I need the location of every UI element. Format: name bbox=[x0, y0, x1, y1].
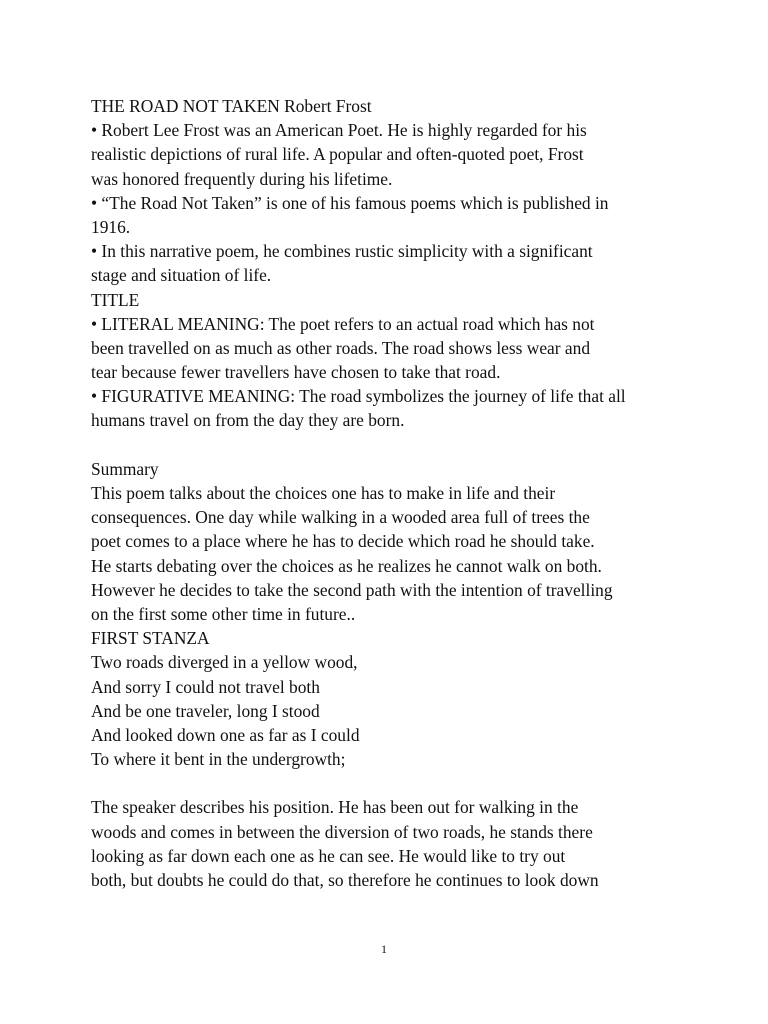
text-line: This poem talks about the choices one has to make in life and their bbox=[91, 483, 556, 503]
text-line: • “The Road Not Taken” is one of his famous poems which is published in bbox=[91, 192, 609, 213]
text-line: And sorry I could not travel both bbox=[91, 676, 320, 697]
text-line: Two roads diverged in a yellow wood, bbox=[91, 652, 358, 673]
text-line: • FIGURATIVE MEANING: The road symbolizes the journey of life that all bbox=[91, 386, 626, 407]
text-line: been travelled on as much as other roads. The road shows less wear and bbox=[91, 337, 591, 358]
text-line: And be one traveler, long I stood bbox=[91, 700, 320, 721]
document-body bbox=[91, 94, 711, 892]
text-line: THE ROAD NOT TAKEN Robert Frost bbox=[91, 96, 372, 116]
blank-line bbox=[91, 771, 711, 795]
text-line: poet comes to a place where he has to decide which road he should take. bbox=[91, 531, 595, 552]
text-line: 1916. bbox=[91, 216, 131, 237]
text-line: The speaker describes his position. He has been out for walking in the bbox=[91, 797, 579, 818]
text-line: To where it bent in the undergrowth; bbox=[91, 749, 346, 770]
text-line: woods and comes in between the diversion of two roads, he stands there bbox=[91, 821, 593, 842]
text-line: stage and situation of life. bbox=[91, 265, 272, 286]
text-line: both, but doubts he could do that, so therefore he continues to look down bbox=[91, 870, 599, 890]
text-line: • Robert Lee Frost was an American Poet. He is highly regarded for his bbox=[91, 120, 587, 141]
text-line: consequences. One day while walking in a wooded area full of trees the bbox=[91, 507, 590, 528]
text-line: humans travel on from the day they are born. bbox=[91, 410, 405, 431]
text-line: • LITERAL MEANING: The poet refers to an actual road which has not bbox=[91, 313, 595, 334]
text-line: tear because fewer travellers have chosen to take that road. bbox=[91, 362, 501, 383]
page-number: 1 bbox=[381, 942, 387, 956]
text-line: And looked down one as far as I could bbox=[91, 724, 360, 745]
text-line: realistic depictions of rural life. A popular and often-quoted poet, Frost bbox=[91, 144, 584, 165]
text-line: Summary bbox=[91, 458, 159, 479]
blank-line bbox=[91, 433, 711, 457]
text-line: However he decides to take the second path with the intention of travelling bbox=[91, 579, 613, 600]
text-line: on the first some other time in future.. bbox=[91, 603, 356, 624]
text-line: looking as far down each one as he can see. He would like to try out bbox=[91, 845, 566, 866]
text-line: FIRST STANZA bbox=[91, 628, 210, 649]
text-line: TITLE bbox=[91, 289, 140, 310]
text-line: • In this narrative poem, he combines rustic simplicity with a significant bbox=[91, 241, 593, 262]
text-line: He starts debating over the choices as he realizes he cannot walk on both. bbox=[91, 555, 602, 576]
text-line: was honored frequently during his lifetime. bbox=[91, 168, 393, 189]
